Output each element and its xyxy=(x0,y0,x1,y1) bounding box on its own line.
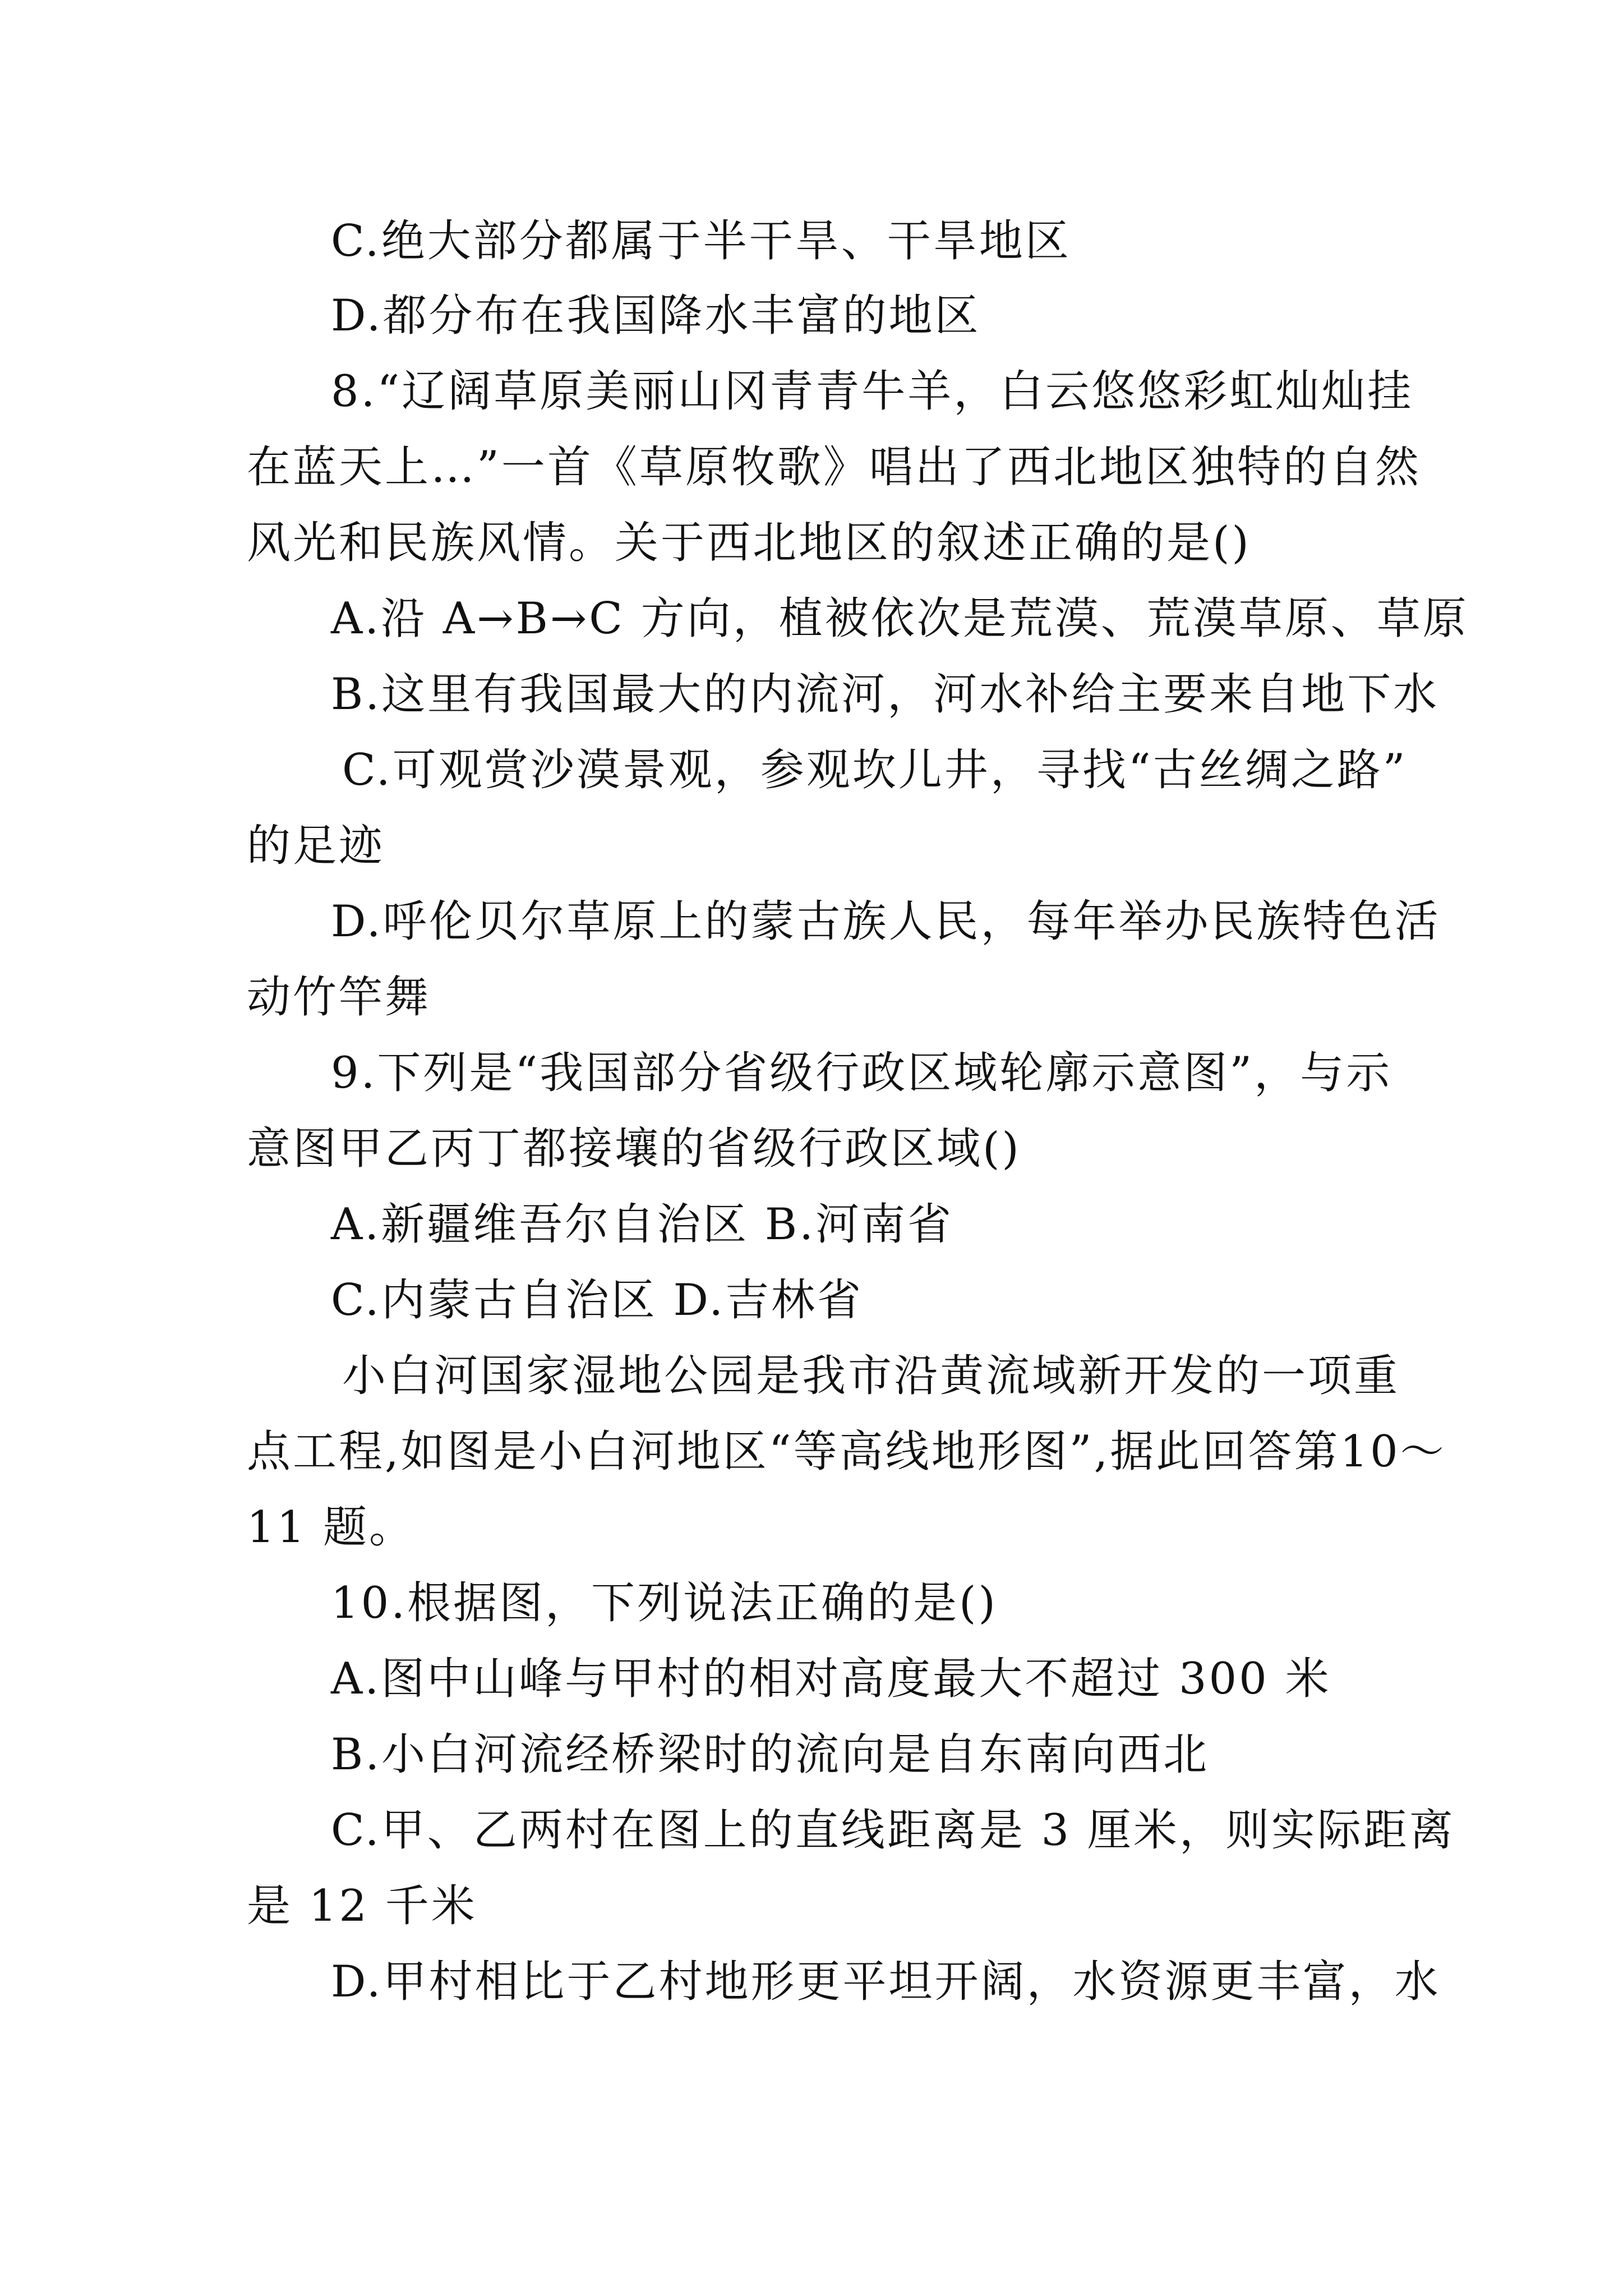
q10-option-a: A.图中山峰与甲村的相对高度最大不超过 300 米 xyxy=(331,1654,1331,1704)
q8-option-c-line-2: 的足迹 xyxy=(247,821,385,871)
q7-option-d: D.都分布在我国降水丰富的地区 xyxy=(331,291,981,341)
q10-stem: 10.根据图，下列说法正确的是() xyxy=(331,1578,998,1628)
intro-line-3: 11 题。 xyxy=(247,1502,416,1553)
q9-options-c-d: C.内蒙古自治区 D.吉林省 xyxy=(331,1275,864,1326)
q8-option-c-line-1: C.可观赏沙漠景观，参观坎儿井，寻找“古丝绸之路” xyxy=(342,745,1408,795)
intro-line-1: 小白河国家湿地公园是我市沿黄流域新开发的一项重 xyxy=(342,1351,1400,1401)
q10-option-c-line-1: C.甲、乙两村在图上的直线距离是 3 厘米，则实际距离 xyxy=(331,1805,1455,1856)
intro-line-2: 点工程,如图是小白河地区“等高线地形图”,据此回答第10～ xyxy=(247,1427,1446,1477)
q9-stem-line-1: 9.下列是“我国部分省级行政区域轮廓示意图”，与示 xyxy=(331,1048,1393,1098)
q10-option-c-line-2: 是 12 千米 xyxy=(247,1881,477,1931)
q8-option-b: B.这里有我国最大的内流河，河水补给主要来自地下水 xyxy=(331,669,1440,720)
q9-stem-line-2: 意图甲乙丙丁都接壤的省级行政区域() xyxy=(247,1124,1021,1174)
q8-option-a: A.沿 A→B→C 方向，植被依次是荒漠、荒漠草原、草原 xyxy=(331,593,1469,644)
q8-option-d-line-2: 动竹竿舞 xyxy=(247,972,431,1023)
q8-stem-line-1: 8.“辽阔草原美丽山冈青青牛羊，白云悠悠彩虹灿灿挂 xyxy=(331,366,1414,417)
q10-option-b: B.小白河流经桥梁时的流向是自东南向西北 xyxy=(331,1729,1210,1780)
q10-option-d-line-1: D.甲村相比于乙村地形更平坦开阔，水资源更丰富，水 xyxy=(331,1957,1441,2007)
q7-option-c: C.绝大部分都属于半干旱、干旱地区 xyxy=(331,216,1071,266)
q9-options-a-b: A.新疆维吾尔自治区 B.河南省 xyxy=(331,1199,954,1250)
q8-stem-line-2: 在蓝天上…”一首《草原牧歌》唱出了西北地区独特的自然 xyxy=(247,442,1421,493)
q8-stem-line-3: 风光和民族风情。关于西北地区的叙述正确的是() xyxy=(247,518,1251,568)
q8-option-d-line-1: D.呼伦贝尔草原上的蒙古族人民，每年举办民族特色活 xyxy=(331,896,1441,947)
